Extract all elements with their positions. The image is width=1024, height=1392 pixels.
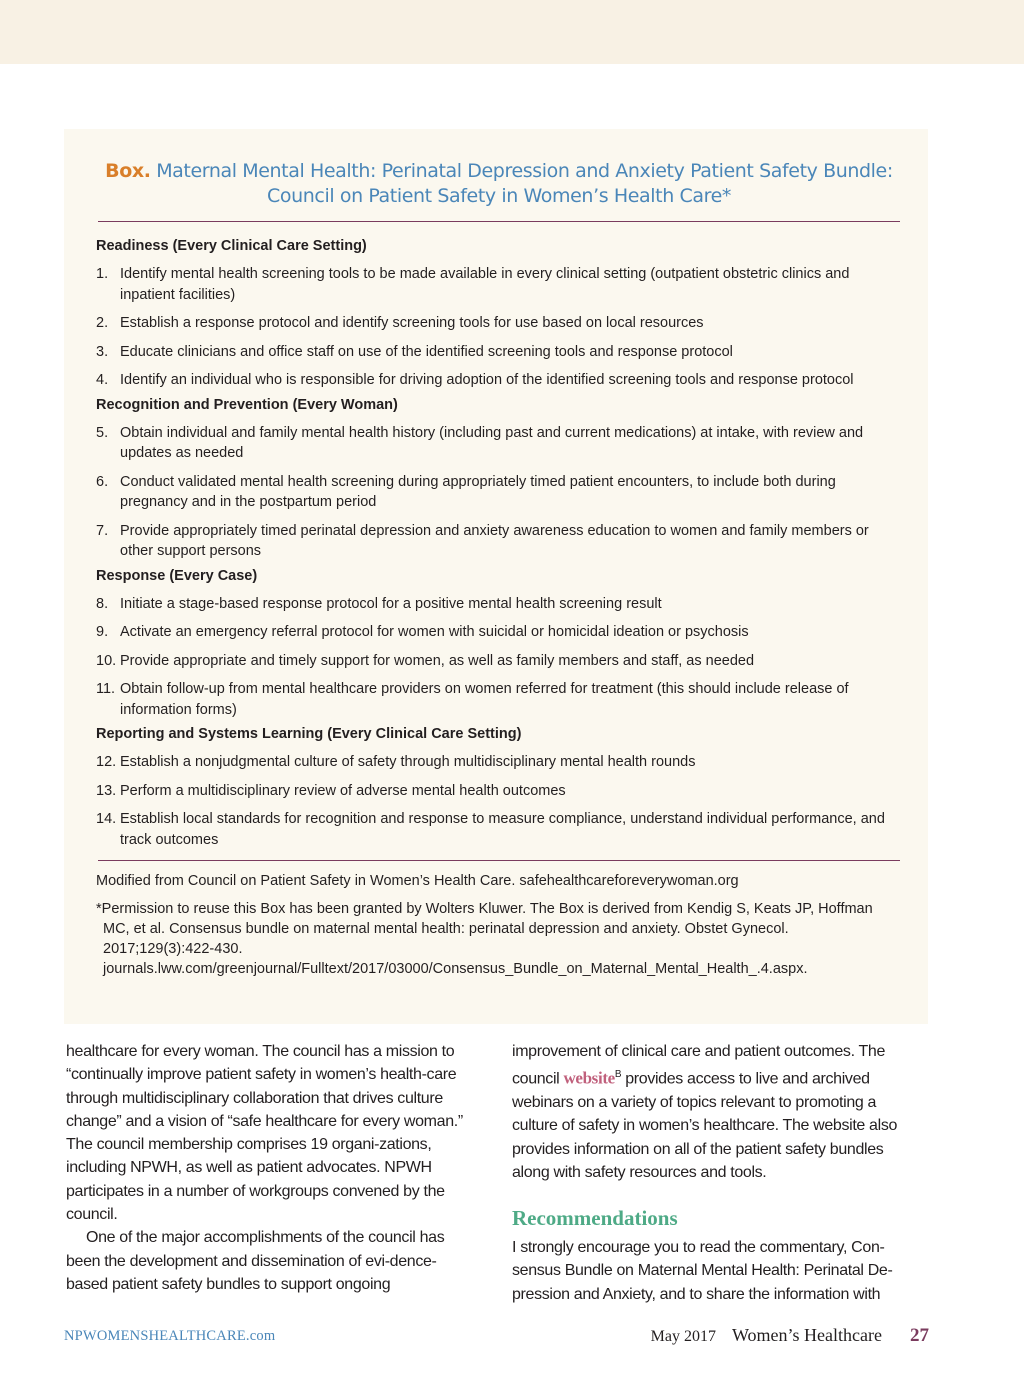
list-item: 8. Initiate a stage-based response protocol for a positive mental health screening result (96, 595, 662, 612)
list-item: 14. Establish local standards for recognition and response to measure compliance, understand individual performance, and track outcomes (96, 811, 885, 848)
list-item: 9. Activate an emergency referral protocol for women with suicidal or homicidal ideation or psychosis (96, 624, 749, 640)
list-item: 11. Obtain follow-up from mental healthcare providers on women referred for treatment (this should include release of information forms) (96, 681, 849, 718)
article-paragraph: improvement of clinical care and patient outcomes. The council website$^B$ provides access to live and archived webinars on a variety of topics relevant to promoting a culture of safety in women’s healthcare. The website also provides information on all of the patient safety bundles along with safety resources and tools. (512, 1043, 898, 1181)
list-item: 2. Establish a response protocol and identify screening tools for use based on local resources (96, 315, 704, 331)
source-note: Modified from Council on Patient Safety in Women’s Health Care. safehealthcareforeverywoman.org (96, 873, 739, 889)
list-item: 3. Educate clinicians and office staff on use of the identified screening tools and response protocol (96, 343, 733, 360)
list-item: 13. Perform a multidisciplinary review of adverse mental health outcomes (96, 782, 566, 799)
box-title-line2: Council on Patient Safety in Women’s Health Care* (267, 185, 731, 207)
box-body (96, 236, 902, 850)
section-recognition (96, 395, 902, 562)
article-paragraph: I strongly encourage you to read the commentary, Con-sensus Bundle on Maternal Mental Health: Perinatal De-pression and Anxiety, and to share the information with (512, 1239, 893, 1303)
section-heading: Response (Every Case) (96, 567, 258, 584)
box-title-line1: Maternal Mental Health: Perinatal Depression and Anxiety Patient Safety Bundle: (156, 160, 893, 182)
section-heading: Readiness (Every Clinical Care Setting) (96, 238, 367, 254)
top-band (0, 0, 1024, 64)
section-readiness (96, 236, 902, 391)
section-heading: Reporting and Systems Learning (Every Clinical Care Setting) (96, 726, 522, 742)
box-title (96, 159, 902, 209)
website-link[interactable]: website (563, 1068, 615, 1088)
article-paragraph: One of the major accomplishments of the council has been the development and dissemination of evi-dence-based patient safety bundles to support ongoing (66, 1229, 445, 1293)
footer-site[interactable]: NPWOMENSHEALTHCARE.com (64, 1328, 276, 1344)
recommendations-heading: Recommendations (512, 1206, 678, 1231)
page-number: 27 (910, 1325, 929, 1346)
sidebar-box (64, 129, 928, 1024)
permission-note: *Permission to reuse this Box has been granted by Wolters Kluwer. The Box is derived from Kendig S, Keats JP, Hoffman MC, et al. Consensus bundle on maternal mental health: perinatal depression and anxiety. Obstet Gynecol. 2017;129(3):422-430. journals.lww.com/greenjournal/Fulltext/2017/03000/Consensus_Bundle_on_Maternal_Mental_Health_.4.aspx. (96, 901, 873, 977)
list-item: 4. Identify an individual who is responsible for driving adoption of the identified screening tools and response protocol (96, 372, 854, 388)
footer-date: May 2017 (650, 1328, 716, 1345)
title-divider (98, 221, 900, 222)
box-label: Box. (105, 160, 151, 182)
section-response (96, 566, 902, 721)
list-item: 6. Conduct validated mental health screening during appropriately timed patient encounters, to include both during pregnancy and in the postpartum period (96, 473, 836, 510)
reference-marker: B (614, 1069, 622, 1081)
list-item: 7. Provide appropriately timed perinatal depression and anxiety awareness education to women and family members or other support persons (96, 522, 869, 559)
section-heading: Recognition and Prevention (Every Woman) (96, 396, 398, 413)
list-item: 12. Establish a nonjudgmental culture of safety through multidisciplinary mental health rounds (96, 754, 696, 770)
article-column-right (512, 1040, 924, 1306)
list-item: 5. Obtain individual and family mental health history (including past and current medications) at intake, with review and updates as needed (96, 424, 864, 461)
section-reporting (96, 724, 902, 850)
source-divider (98, 860, 900, 861)
article-column-left (66, 1040, 478, 1296)
footer-magazine: Women’s Healthcare (732, 1325, 882, 1345)
article-paragraph: healthcare for every woman. The council has a mission to “continually improve patient safety in women’s health-care through multidisciplinary collaboration that drives culture change” and a vision of “safe healthcare for every woman.” The council membership comprises 19 organi-zations, including NPWH, as well as patient advocates. NPWH participates in a number of workgroups convened by the council. (66, 1043, 463, 1224)
list-item: 1. Identify mental health screening tools to be made available in every clinical setting (outpatient obstetric clinics and inpatient facilities) (96, 266, 850, 303)
footer-right (651, 1325, 929, 1347)
list-item: 10. Provide appropriate and timely support for women, as well as family members and staff, as needed (96, 652, 755, 669)
